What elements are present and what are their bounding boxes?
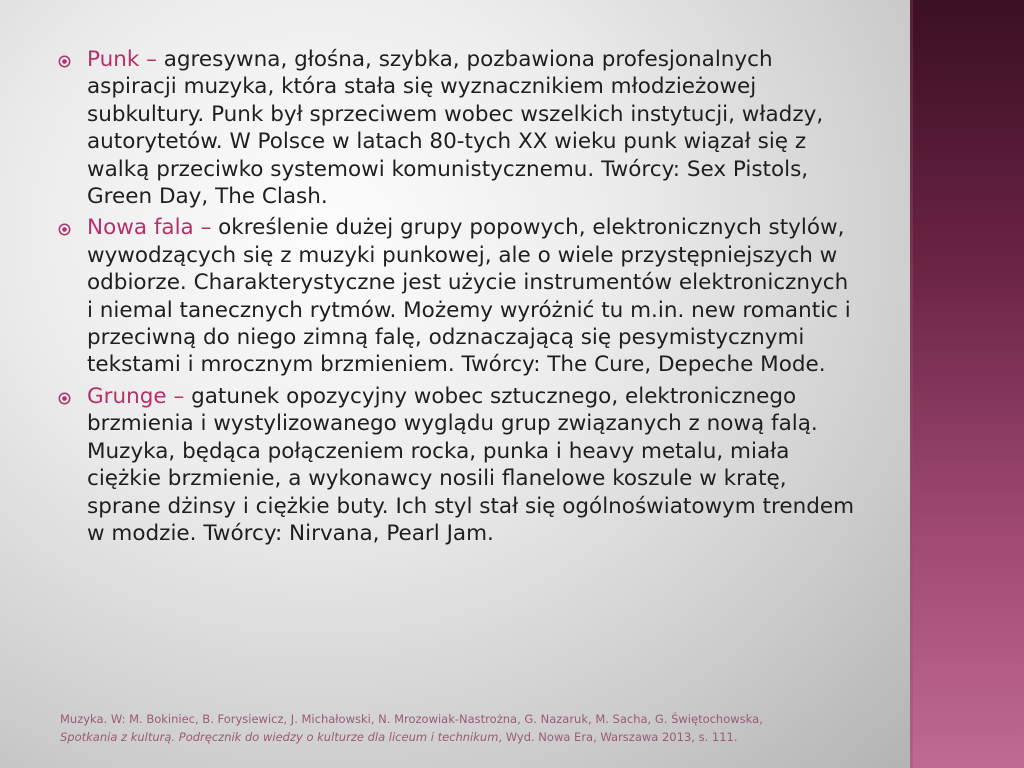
circle-bullet-icon [58, 55, 71, 68]
term-label: Grunge [87, 383, 167, 409]
circle-bullet-icon [58, 392, 71, 405]
term-dash: – [166, 383, 192, 409]
term-dash: – [139, 47, 164, 72]
slide-content [56, 46, 856, 551]
citation-authors: Muzyka. W: M. Bokiniec, B. Forysiewicz, J. Michałowski, N. Mrozowiak-Nastrożna, G. Nazaruk, M. Sacha, G. Świętochowska, [60, 712, 763, 726]
bullet-text: określenie dużej grupy popowych, elektronicznych stylów, wywodzących się z muzyki punkowej, ale o wiele przystępniejszych w odbiorze. Charakterystyczne jest użycie instrumentów elektronicznych i niemal tanecznych rytmów. Możemy wyróżnić tu m.in. new romantic i przeciwną do niego zimną falę, odznaczającą się pesymistycznymi tekstami i mrocznym brzmieniem. Twórcy: The Cure, Depeche Mode. [87, 215, 851, 378]
decorative-sidebar [913, 0, 1024, 768]
bullet-grunge [56, 383, 856, 547]
citation-title: Spotkania z kulturą. Podręcznik do wiedzy o kulturze dla liceum i technikum [60, 730, 499, 744]
term-label: Punk [87, 47, 140, 72]
source-citation [60, 710, 890, 746]
bullet-nowa-fala [56, 214, 856, 378]
term-dash: – [193, 215, 219, 241]
bullet-text: agresywna, głośna, szybka, pozbawiona profesjonalnych aspiracji muzyka, która stała się wyznacznikiem młodzieżowej subkultury. Punk był sprzeciwem wobec wszelkich instytucji, władzy, autorytetów. W Polsce w latach 80-tych XX wieku punk wiązał się z walką przeciwko systemowi komunistycznemu. Twórcy: Sex Pistols, Green Day, The Clash. [87, 47, 824, 210]
term-label: Nowa fala [87, 215, 194, 241]
bullet-punk [56, 46, 856, 210]
bullet-text: gatunek opozycyjny wobec sztucznego, elektronicznego brzmienia i wystylizowanego wyglądu grup związanych z nową falą. Muzyka, będąca połączeniem rocka, punka i heavy metalu, miała ciężkie brzmienie, a wykonawcy nosili flanelowe koszule w kratę, sprane dżinsy i ciężkie buty. Ich styl stał się ogólnoświatowym trendem w modzie. Twórcy: Nirvana, Pearl Jam. [87, 383, 855, 546]
citation-publisher: , Wyd. Nowa Era, Warszawa 2013, s. 111. [498, 730, 738, 744]
circle-bullet-icon [58, 223, 71, 236]
